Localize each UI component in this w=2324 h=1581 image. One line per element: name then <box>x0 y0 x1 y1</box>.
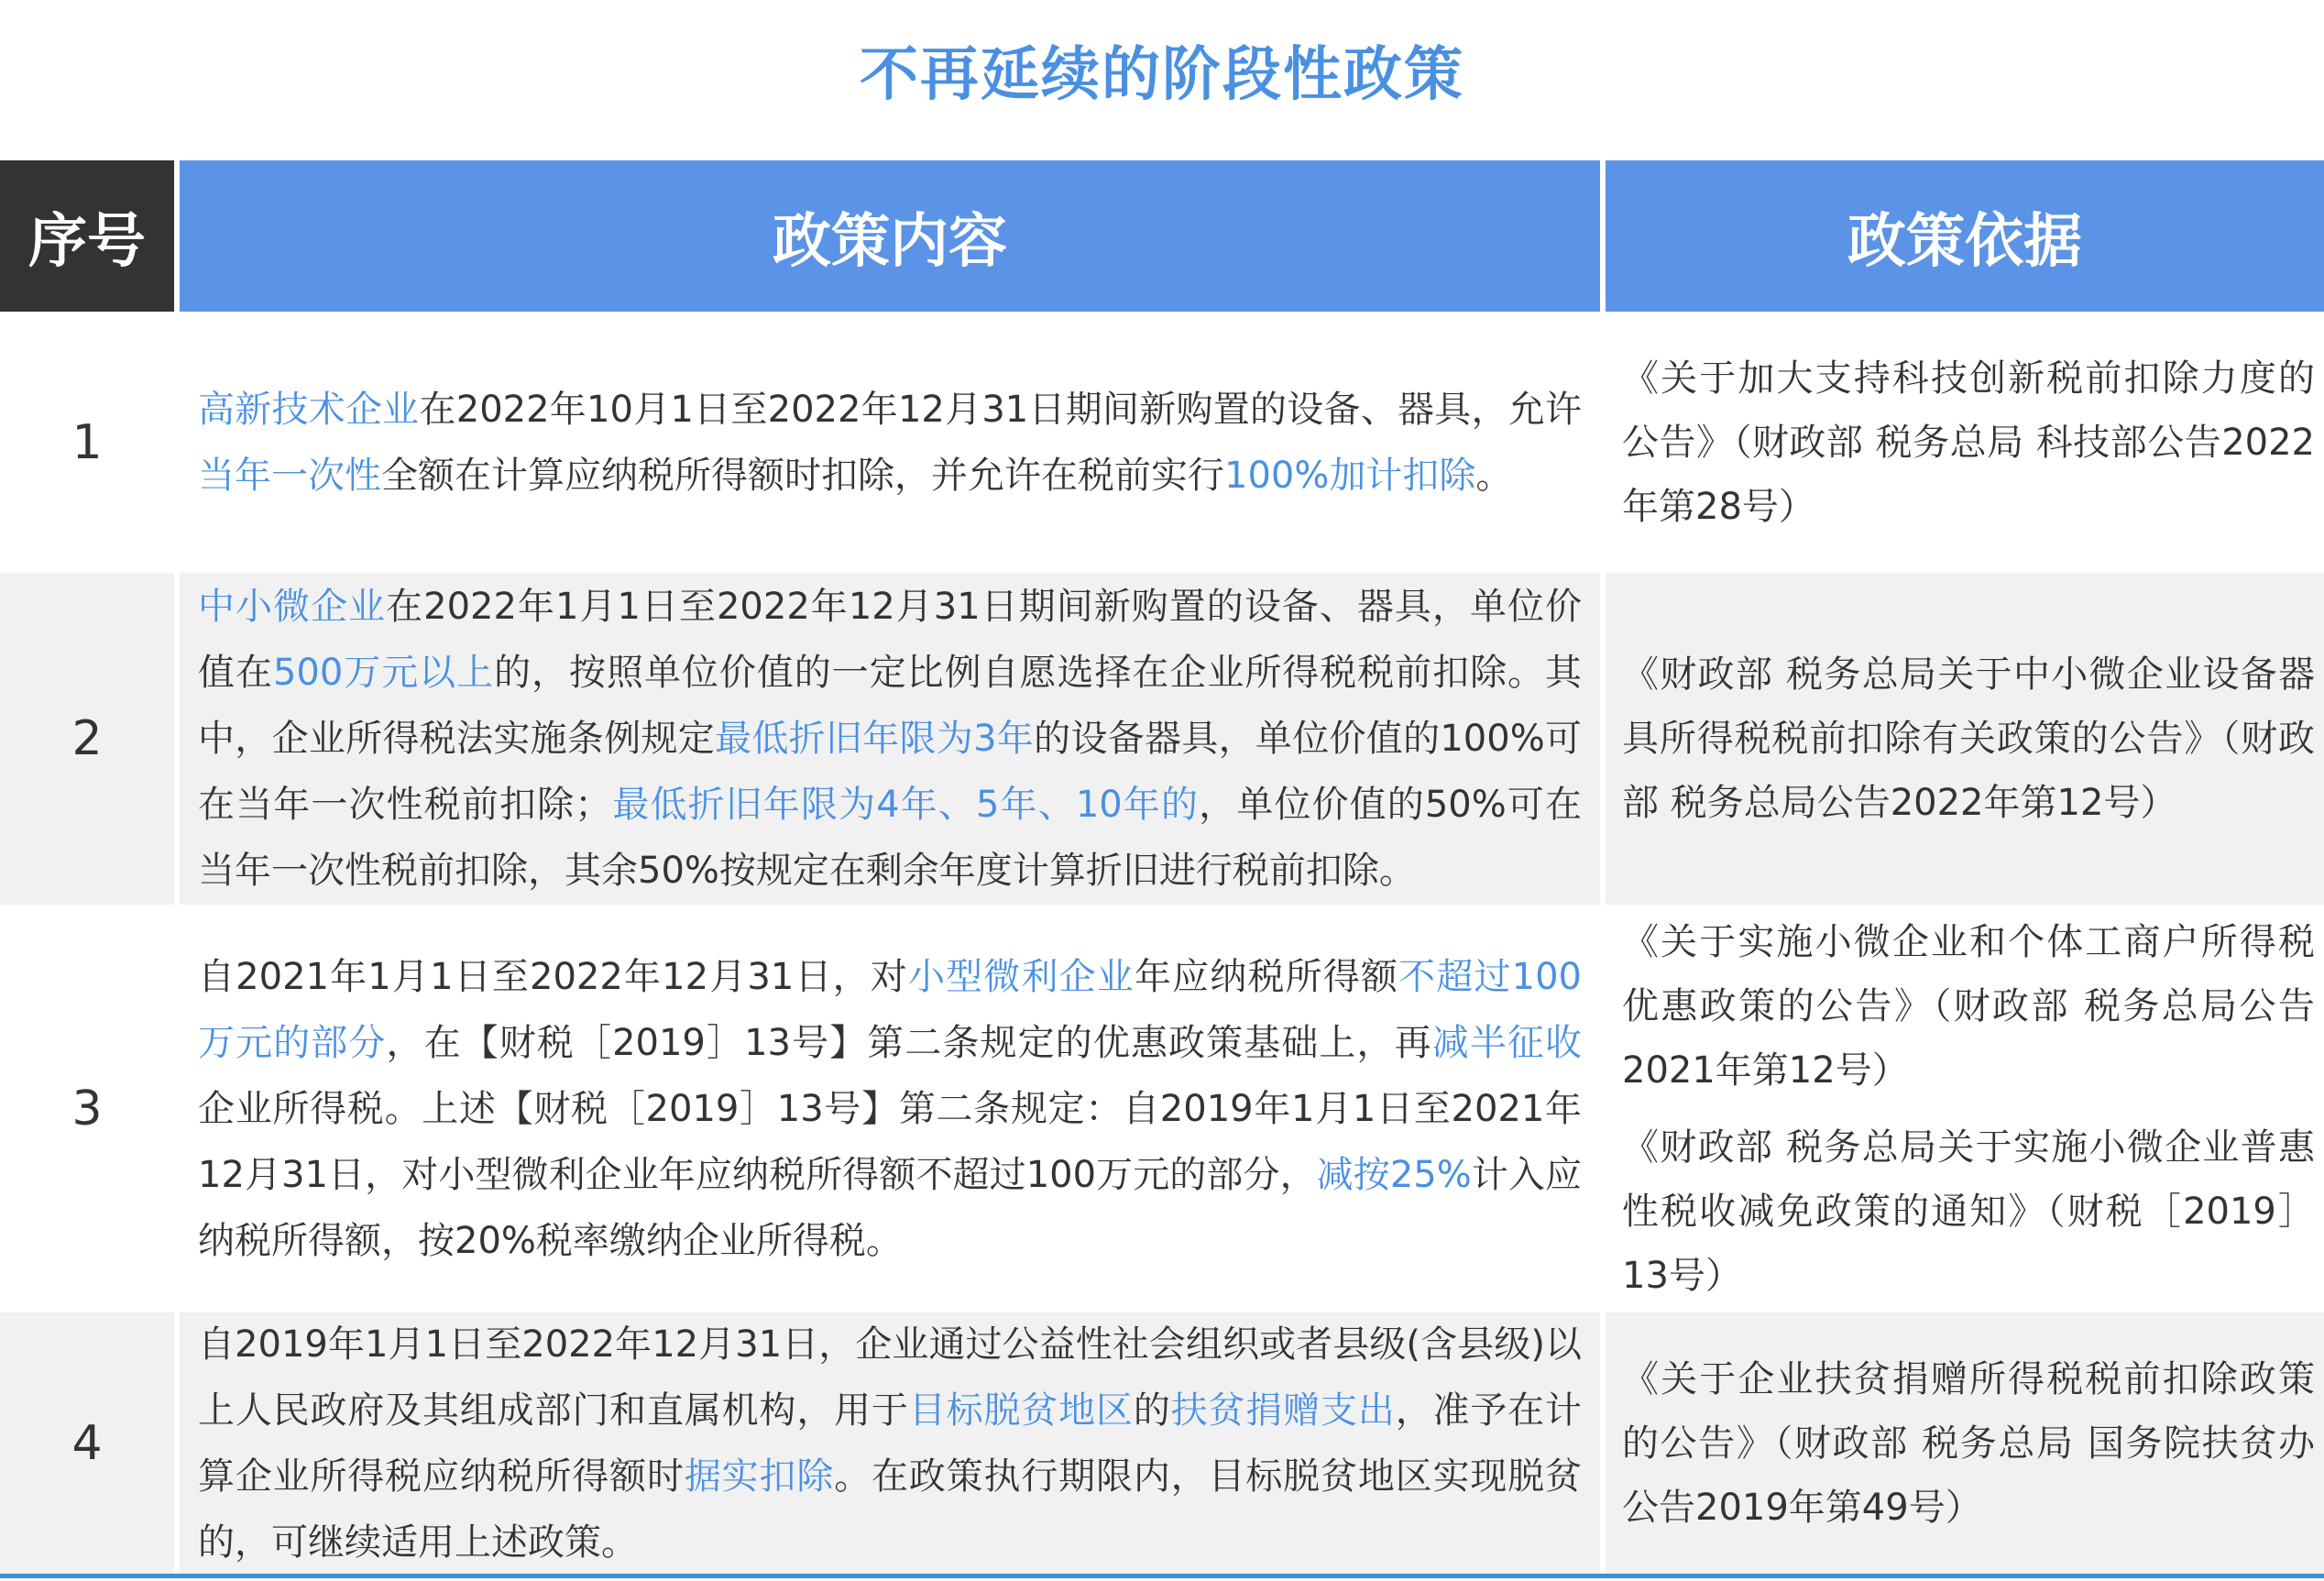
row-1-number <box>0 312 174 573</box>
policy-content-text <box>198 377 1582 509</box>
policy-content-text <box>198 574 1582 904</box>
policy-basis-text: 《关于企业扶贫捐赠所得税税前扣除政策的公告》（财政部 税务总局 国务院扶贫办公告2019年第49号） <box>1622 1357 2315 1529</box>
body-text: 的设备器具，单位价值的100%可在当年一次性税前扣除； <box>198 718 1583 826</box>
highlight-text: 当年一次性 <box>198 454 381 497</box>
row-number: 3 <box>71 1081 103 1136</box>
row-2-basis <box>1606 573 2324 905</box>
highlight-text: 据实扣除 <box>684 1455 835 1498</box>
row-4-content <box>180 1312 1600 1574</box>
highlight-text: 小型微利企业 <box>907 955 1135 998</box>
highlight-text: 减按25% <box>1316 1153 1472 1196</box>
body-text: ，准予在计算企业所得税应纳税所得额时 <box>198 1389 1583 1498</box>
highlight-text: 100%加计扣除 <box>1224 454 1476 497</box>
row-1-basis <box>1606 312 2324 573</box>
body-text: 的 <box>1133 1389 1171 1432</box>
policy-content-text <box>198 944 1582 1274</box>
highlight-text: 目标脱贫地区 <box>908 1389 1134 1432</box>
body-text: ，在【财税［2019］13号】第二条规定的优惠政策基础上，再 <box>386 1021 1432 1064</box>
body-text: 。 <box>1475 454 1513 497</box>
row-4-number <box>0 1312 174 1574</box>
row-2-number <box>0 573 174 905</box>
row-number: 1 <box>71 414 103 470</box>
body-text: 计入应纳税所得额，按20%税率缴纳企业所得税。 <box>198 1153 1583 1262</box>
highlight-text: 最低折旧年限为4年、5年、10年的 <box>611 784 1200 826</box>
policy-content-text <box>198 1312 1582 1576</box>
header-policy-basis: 政策依据 <box>1606 160 2324 312</box>
body-text: 的，按照单位价值的一定比例自愿选择在企业所得税税前扣除。其中，企业所得税法实施条例规定 <box>198 652 1583 760</box>
row-2-content <box>180 573 1600 905</box>
policy-basis-text: 《关于加大支持科技创新税前扣除力度的公告》（财政部 税务总局 科技部公告2022年第28号） <box>1622 357 2315 528</box>
body-text: 自2019年1月1日至2022年12月31日，企业通过公益性社会组织或者县级(含县级)以上人民政府及其组成部门和直属机构，用于 <box>198 1323 1582 1432</box>
highlight-text: 不超过100万元的部分 <box>198 955 1583 1064</box>
row-1-content <box>180 312 1600 573</box>
row-3-basis <box>1606 905 2324 1312</box>
row-number: 4 <box>71 1415 103 1471</box>
policy-basis-text: 《财政部 税务总局关于实施小微企业普惠性税收减免政策的通知》（财税［2019］13号） <box>1622 1125 2315 1297</box>
row-number: 2 <box>71 711 103 766</box>
body-text: 在2022年1月1日至2022年12月31日期间新购置的设备、器具，单位价值在 <box>198 586 1582 694</box>
header-serial-number: 序号 <box>0 160 174 312</box>
header-policy-content: 政策内容 <box>180 160 1600 312</box>
body-text: 在2022年10月1日至2022年12月31日期间新购置的设备、器具，允许 <box>419 388 1582 431</box>
body-text: 自2021年1月1日至2022年12月31日，对 <box>198 955 908 998</box>
highlight-text: 最低折旧年限为3年 <box>715 718 1035 760</box>
page-title: 不再延续的阶段性政策 <box>860 41 1464 109</box>
body-text: ，单位价值的50%可在当年一次性税前扣除，其余50%按规定在剩余年度计算折旧进行税前扣除。 <box>198 784 1583 892</box>
row-4-basis <box>1606 1312 2324 1574</box>
policy-basis-text: 《财政部 税务总局关于中小微企业设备器具所得税税前扣除有关政策的公告》（财政部 税务总局公告2022年第12号） <box>1622 653 2315 824</box>
body-text: 。在政策执行期限内，目标脱贫地区实现脱贫的，可继续适用上述政策。 <box>198 1455 1583 1564</box>
highlight-text: 高新技术企业 <box>198 388 420 431</box>
body-text: 年应纳税所得额 <box>1134 955 1399 998</box>
policy-basis-text: 《关于实施小微企业和个体工商户所得税优惠政策的公告》（财政部 税务总局公告2021年第12号） <box>1622 920 2315 1092</box>
highlight-text: 中小微企业 <box>198 586 387 628</box>
highlight-text: 500万元以上 <box>272 652 495 694</box>
bottom-divider <box>0 1574 2324 1578</box>
highlight-text: 减半征收 <box>1431 1021 1583 1064</box>
body-text: 企业所得税。上述【财税［2019］13号】第二条规定：自2019年1月1日至2021年12月31日，对小型微利企业年应纳税所得额不超过100万元的部分， <box>198 1087 1582 1196</box>
body-text: 全额在计算应纳税所得额时扣除，并允许在税前实行 <box>381 454 1224 497</box>
row-3-number <box>0 905 174 1312</box>
row-3-content <box>180 905 1600 1312</box>
highlight-text: 扶贫捐赠支出 <box>1170 1389 1396 1432</box>
